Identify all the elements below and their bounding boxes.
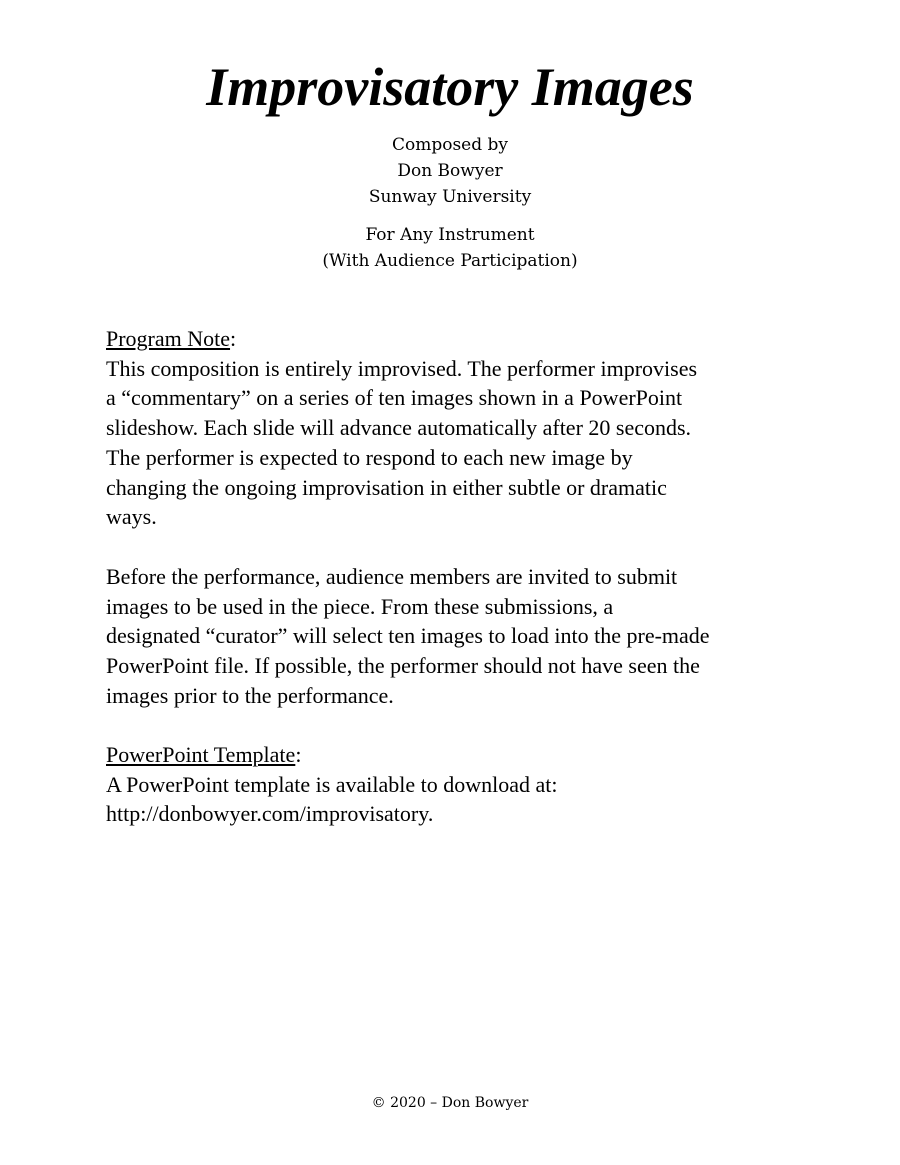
paragraph-line: a “commentary” on a series of ten images shown in a PowerPoint (106, 385, 683, 411)
paragraph-line: images to be used in the piece. From these submissions, a (106, 593, 614, 619)
program-note-heading-label: Program Note (106, 326, 231, 351)
template-availability-text: A PowerPoint template is available to download at: (106, 771, 558, 797)
copyright-footer: © 2020 – Don Bowyer (371, 1095, 529, 1111)
powerpoint-template-section (106, 740, 806, 829)
composer-credits (0, 132, 900, 210)
paragraph-line: images prior to the performance. (106, 682, 394, 708)
paragraph-line: designated “curator” will select ten images to load into the pre-made (106, 623, 710, 649)
instrumentation-credits (0, 222, 900, 274)
instrumentation-text: For Any Instrument (365, 225, 535, 245)
program-note-heading (106, 324, 806, 354)
program-note-section (106, 324, 806, 532)
page-title: Improvisatory Images (206, 57, 694, 117)
participation-text: (With Audience Participation) (322, 251, 578, 271)
paragraph-line: The performer is expected to respond to each new image by (106, 444, 633, 470)
paragraph-line: ways. (106, 504, 157, 530)
template-download-url: http://donbowyer.com/improvisatory. (106, 801, 434, 827)
audience-participation-paragraph (106, 562, 806, 711)
composed-by-label: Composed by (391, 135, 509, 155)
composer-name: Don Bowyer (397, 161, 503, 181)
paragraph-line: Before the performance, audience members are invited to submit (106, 564, 678, 589)
template-heading-label: PowerPoint Template (106, 742, 296, 767)
paragraph-line: changing the ongoing improvisation in either subtle or dramatic (106, 474, 667, 500)
paragraph-line: slideshow. Each slide will advance automatically after 20 seconds. (106, 415, 692, 441)
template-heading (106, 740, 806, 770)
program-note-heading-colon: : (230, 326, 237, 351)
template-heading-colon: : (295, 742, 302, 767)
paragraph-line: This composition is entirely improvised. The performer improvises (106, 355, 698, 381)
composer-affiliation: Sunway University (368, 187, 532, 207)
paragraph-line: PowerPoint file. If possible, the performer should not have seen the (106, 653, 700, 679)
